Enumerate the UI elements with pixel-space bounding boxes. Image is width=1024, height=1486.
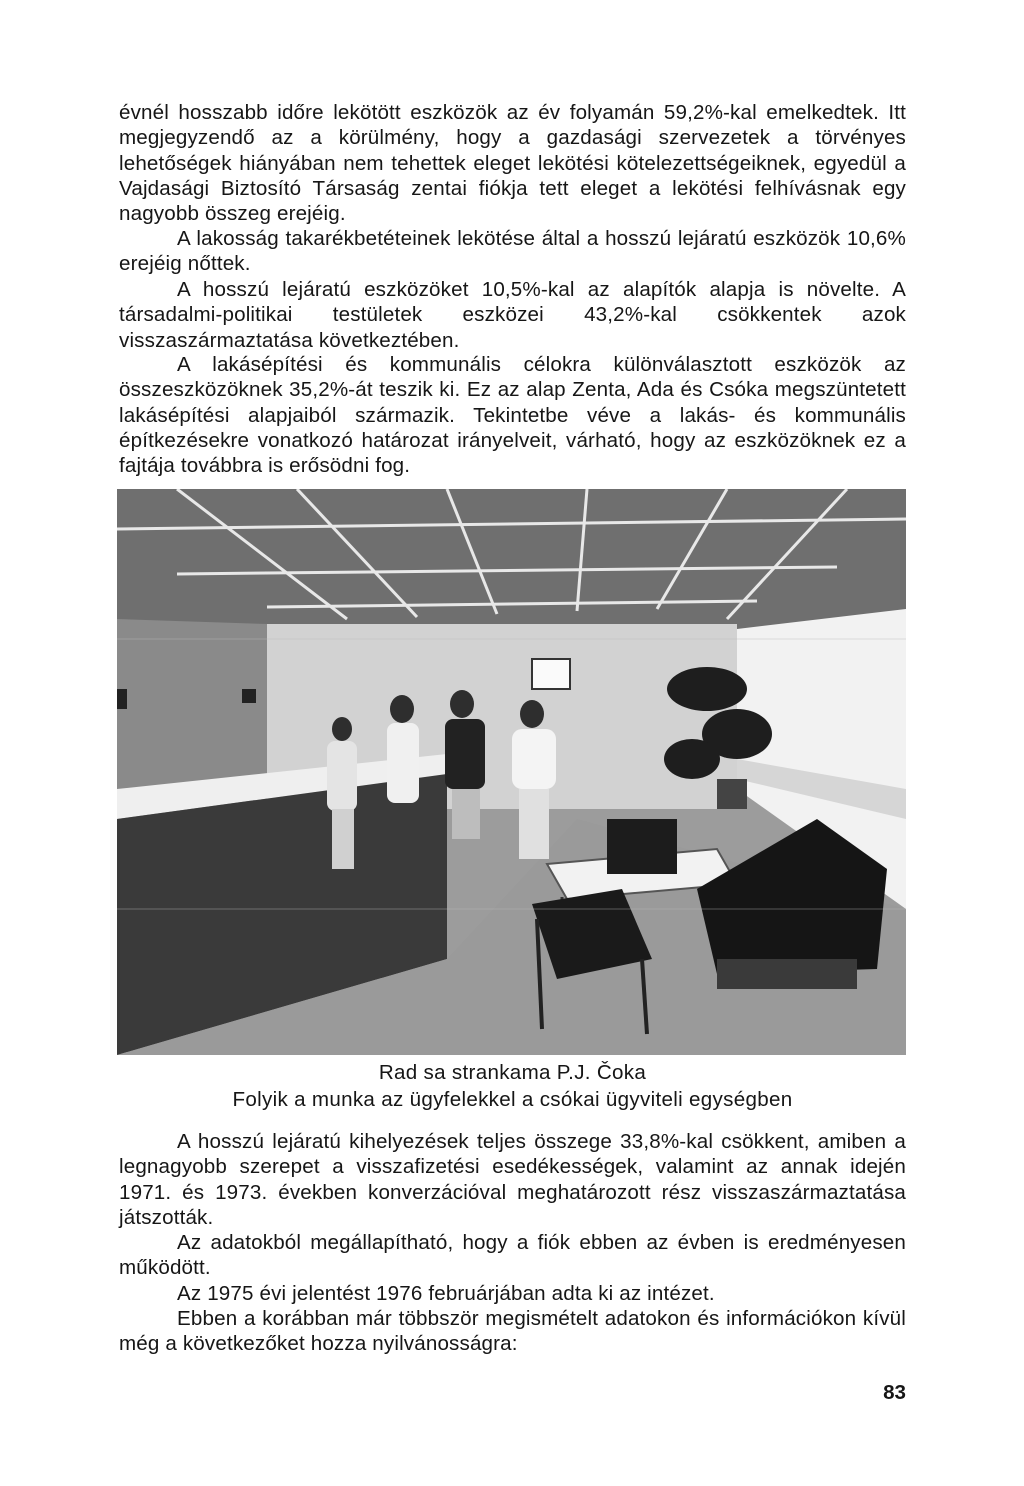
paragraph-2: A lakosság takarékbetéteinek lekötése által a hosszú lejáratú eszközök 10,6% erejéig nőttek. xyxy=(119,227,906,276)
paragraph-6: Az adatokból megállapítható, hogy a fiók ebben az évben is eredményesen működött. xyxy=(119,1231,906,1280)
photo-credit: Rad sa strankama P.J. Čoka xyxy=(378,1061,647,1084)
paragraph-3: A hosszú lejáratú eszközöket 10,5%-kal az alapítók alapja is növelte. A társadalmi-politikai testületek eszközei 43,2%-kal csökkentek azok visszaszármaztatása következtében. xyxy=(119,278,906,352)
paragraph-8: Ebben a korábban már többször megismételt adatokon és információkon kívül még a következőket hozza nyilvánosságra: xyxy=(119,1307,906,1356)
paragraph-7: Az 1975 évi jelentést 1976 februárjában adta ki az intézet. xyxy=(177,1282,715,1305)
office-interior-photo xyxy=(117,489,906,1055)
paragraph-4: A lakásépítési és kommunális célokra különválasztott eszközök az összeszközöknek 35,2%-át teszik ki. Ez az alap Zenta, Ada és Csóka megszüntetett lakásépítési alapjaiból származik. Tekintetbe véve a lakás- és kommunális építkezésekre vonatkozó határozat irányelveit, várható, hogy az eszközöknek ez a fajtája továbbra is erősödni fog. xyxy=(119,353,906,478)
page-number: 83 xyxy=(883,1381,906,1404)
photo-caption: Folyik a munka az ügyfelekkel a csókai ügyviteli egységben xyxy=(232,1088,793,1111)
paragraph-5: A hosszú lejáratú kihelyezések teljes összege 33,8%-kal csökkent, amiben a legnagyobb szerepet a visszafizetési esedékességek, valamint az annak idején 1971. és 1973. években konverzációval meghatározott rész visszaszármaztatása játszották. xyxy=(119,1130,906,1229)
paragraph-1: évnél hosszabb időre lekötött eszközök az év folyamán 59,2%-kal emelkedtek. Itt megjegyzendő az a körülmény, hogy a gazdasági szervezetek a törvényes lehetőségek hiányában nem tehettek eleget lekötési kötelezettségeiknek, egyedül a Vajdasági Biztosító Társaság zentai fiókja tett eleget a lekötési felhívásnak egy nagyobb összeg erejéig. xyxy=(119,101,906,226)
